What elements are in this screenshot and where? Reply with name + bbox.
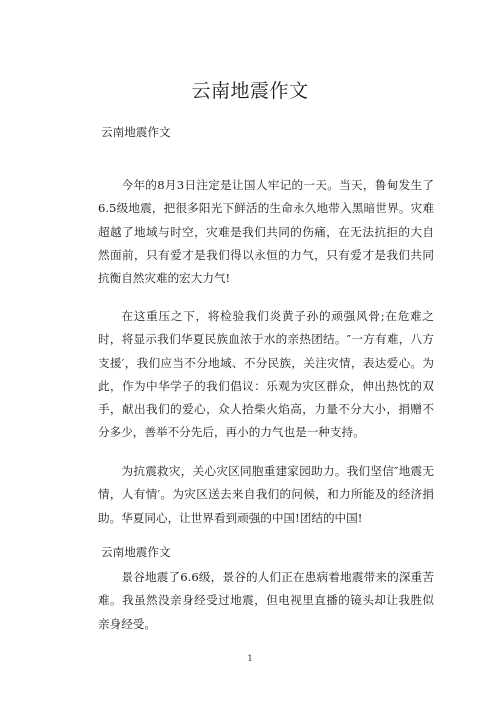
section-heading: 云南地震作文 (101, 125, 171, 139)
section-heading: 云南地震作文 (101, 545, 171, 559)
paragraph: 今年的8月3日注定是让国人牢记的一天。当天，鲁甸发生了6.5级地震，把很多阳光下鲜活的生命永久地带入黑暗世界。灾难超越了地域与时空，灾难是我们共同的伤痛，在无法抗拒的大自然面前，只有爱才是我们得以永恒的力气，只有爱才是我们共同抗衡自然灾难的宏大力气! (98, 178, 434, 286)
paragraph: 在这重压之下，将检验我们炎黄子孙的顽强风骨;在危难之时，将显示我们华夏民族血浓于水的亲热团结。″一方有难，八方支援′，我们应当不分地域、不分民族，关注灾情，表达爱心。为此，作为中华学子的我们倡议：乐观为灾区群众，伸出热忱的双手，献出我们的爱心，众人拾柴火焰高，力量不分大小，捐赠不分多少，善举不分先后，再小的力气也是一种支持。 (98, 309, 434, 440)
page-number: 1 (247, 654, 253, 663)
document-title: 云南地震作文 (191, 80, 309, 102)
paragraph: 为抗震救灾，关心灾区同胞重建家园助力。我们坚信″地震无情，人有情′。为灾区送去来自我们的问候，和力所能及的经济捐助。华夏同心，让世界看到顽强的中国!团结的中国! (98, 464, 434, 525)
paragraph: 景谷地震了6.6级，景谷的人们正在患病着地震带来的深重苦难。我虽然没亲身经受过地震，但电视里直播的镜头却让我胜似亲身经受。 (98, 570, 434, 631)
